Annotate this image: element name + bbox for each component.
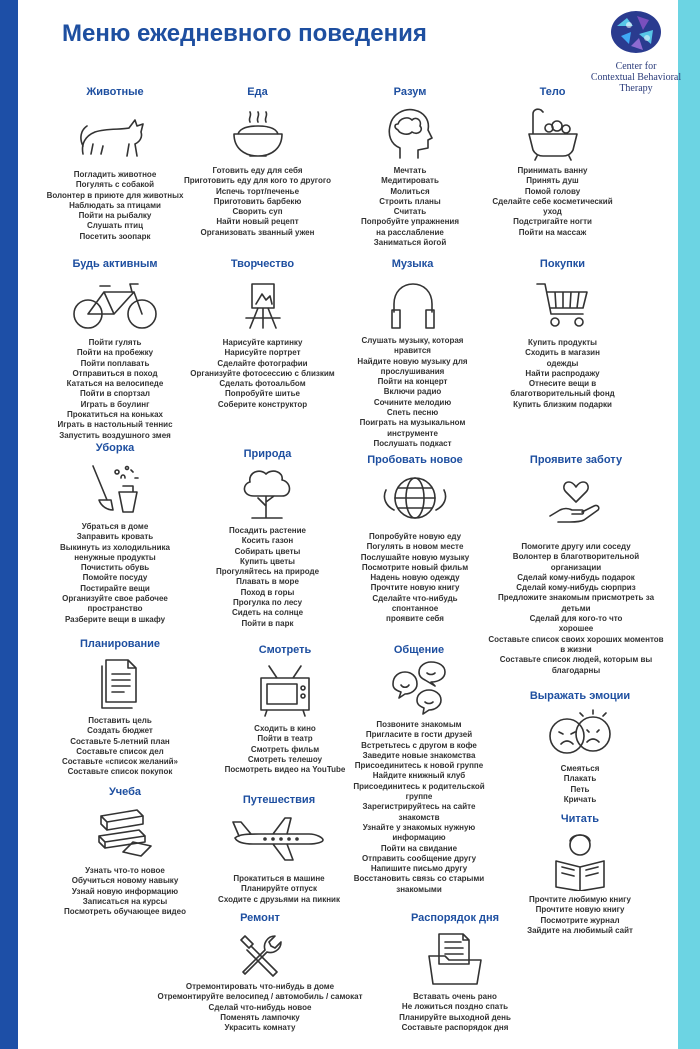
category-title: Будь активным bbox=[72, 258, 158, 270]
list-item: Включи радио bbox=[383, 387, 442, 397]
list-item: Строить планы bbox=[379, 196, 441, 206]
category-title: Творчество bbox=[230, 258, 295, 270]
category-read bbox=[510, 813, 650, 936]
page-title: Меню ежедневного поведения bbox=[62, 20, 427, 47]
item-list bbox=[205, 724, 365, 775]
list-item: Сделай что-нибудь новое bbox=[208, 1002, 312, 1012]
list-item: Встретьтесь с другом в кофе bbox=[361, 740, 477, 750]
list-item: нравится bbox=[394, 346, 431, 356]
list-item: Сделай кому-нибудь подарок bbox=[517, 572, 635, 582]
list-item: Планируйте выходной день bbox=[399, 1012, 511, 1022]
category-watch bbox=[205, 644, 365, 775]
category-body bbox=[480, 86, 625, 238]
item-list bbox=[490, 338, 635, 410]
list-item: Присоединитесь к новой группе bbox=[354, 761, 484, 771]
list-item: Плакать bbox=[563, 774, 597, 784]
list-item: Постирайте вещи bbox=[80, 583, 150, 593]
category-repair bbox=[150, 912, 370, 1033]
list-item: Помой голову bbox=[524, 186, 581, 196]
list-item: Сделать фотоальбом bbox=[219, 379, 306, 389]
item-list bbox=[380, 992, 530, 1033]
category-title: Тело bbox=[539, 86, 566, 98]
list-item: Организовать званный ужен bbox=[200, 227, 315, 237]
globe-icon bbox=[380, 472, 450, 524]
list-item: Заправить кровать bbox=[76, 532, 154, 542]
list-item: спонтанное bbox=[391, 604, 439, 614]
list-item: Отремонтируйте велосипед / автомобиль / самокат bbox=[157, 992, 363, 1002]
list-item: Помойте посуду bbox=[82, 573, 148, 583]
brain-head-icon bbox=[382, 104, 438, 162]
list-item: Почистить обувь bbox=[80, 563, 150, 573]
category-title: Смотреть bbox=[258, 644, 312, 656]
category-animals bbox=[40, 86, 190, 242]
list-item: Составьте список дел bbox=[76, 746, 164, 756]
list-item: Мечтать bbox=[393, 166, 427, 175]
list-item: Составьте список людей, которым вы bbox=[499, 655, 653, 665]
list-item: Смотреть фильм bbox=[250, 744, 320, 754]
list-item: Попробуйте упражнения bbox=[360, 217, 460, 227]
list-item: Нарисуйте портрет bbox=[224, 348, 301, 358]
list-item: Пойти в парк bbox=[241, 618, 294, 628]
category-title: Ремонт bbox=[240, 912, 280, 924]
item-list bbox=[478, 542, 674, 676]
item-list bbox=[40, 866, 210, 917]
item-list bbox=[345, 532, 485, 625]
list-item: одежды bbox=[546, 358, 579, 368]
list-item: уход bbox=[543, 207, 562, 217]
category-title: Путешествия bbox=[242, 794, 316, 806]
list-item: Посмотреть обучающее видео bbox=[64, 907, 186, 917]
list-item: Считать bbox=[393, 207, 427, 217]
category-communication bbox=[345, 644, 493, 895]
category-title: Уборка bbox=[95, 442, 135, 454]
logo-line-1: Center for bbox=[615, 61, 657, 72]
list-item: Послушайте новую музыку bbox=[360, 552, 470, 562]
list-item: Подстригайте ногти bbox=[513, 217, 592, 227]
category-music bbox=[345, 258, 480, 449]
bathtub-icon bbox=[523, 104, 583, 162]
list-item: Поменять лампочку bbox=[220, 1012, 300, 1022]
list-item: Поставить цель bbox=[88, 716, 152, 725]
list-item: Молиться bbox=[390, 186, 430, 196]
list-item: Помогите другу или соседу bbox=[521, 542, 631, 551]
list-item: Сходите с друзьями на пикник bbox=[218, 894, 340, 904]
list-item: Играть в настольный теннис bbox=[57, 420, 173, 430]
list-item: Приготовить еду для кого то другого bbox=[184, 176, 331, 186]
list-item: Составьте список покупок bbox=[67, 767, 173, 777]
list-item: Купить продукты bbox=[527, 338, 598, 347]
category-title: Проявите заботу bbox=[529, 454, 623, 466]
list-item: хорошее bbox=[558, 624, 594, 634]
headphones-icon bbox=[386, 278, 440, 332]
list-item: пространство bbox=[87, 604, 143, 614]
list-item: Убраться в доме bbox=[81, 522, 149, 531]
logo bbox=[584, 8, 688, 98]
list-item: Не ложиться поздно спать bbox=[401, 1002, 509, 1012]
list-item: Обучиться новому навыку bbox=[71, 876, 179, 886]
list-item: ненужные продукты bbox=[74, 552, 156, 562]
brain-puzzle-logo-icon bbox=[609, 8, 663, 56]
cleaning-icon bbox=[85, 460, 145, 516]
category-emotions bbox=[510, 690, 650, 805]
list-item: Сделайте себе косметический bbox=[492, 196, 613, 206]
chat-faces-icon bbox=[389, 660, 449, 716]
shopping-cart-icon bbox=[533, 278, 593, 332]
list-item: Отправить сообщение другу bbox=[361, 853, 477, 863]
heart-hand-icon bbox=[546, 472, 606, 530]
list-item: благотворительный фонд bbox=[510, 389, 615, 399]
list-item: Приготовить барбекю bbox=[213, 196, 302, 206]
list-item: Пойти на свидание bbox=[380, 843, 458, 853]
list-item: Попробуйте новую еду bbox=[368, 532, 462, 541]
bicycle-icon bbox=[70, 278, 160, 332]
list-item: Спеть песню bbox=[386, 408, 439, 418]
item-list bbox=[150, 982, 370, 1033]
easel-icon bbox=[238, 278, 288, 332]
list-item: Пойти в театр bbox=[257, 734, 313, 744]
books-icon bbox=[93, 802, 157, 858]
list-item: Попробуйте шитье bbox=[225, 389, 300, 399]
list-item: Погулять в новом месте bbox=[366, 542, 464, 552]
list-item: Узнать что-то новое bbox=[85, 866, 165, 875]
list-item: Прокатиться в машине bbox=[233, 874, 325, 883]
list-item: Пойти на массаж bbox=[518, 227, 587, 237]
item-list bbox=[480, 166, 625, 238]
item-list bbox=[340, 166, 480, 248]
category-title: Учеба bbox=[108, 786, 142, 798]
list-item: Заведите новые знакомства bbox=[362, 750, 476, 760]
item-list bbox=[510, 895, 650, 936]
list-item: Играть в боулинг bbox=[80, 399, 150, 409]
list-item: Косить газон bbox=[241, 536, 294, 546]
item-list bbox=[345, 336, 480, 449]
logo-line-2: Contextual Behavioral bbox=[590, 72, 682, 83]
list-item: Сделай для кого-то что bbox=[529, 614, 623, 624]
category-study bbox=[40, 786, 210, 917]
list-item: Записаться на курсы bbox=[82, 896, 168, 906]
list-item: Волонтер в благотворительной bbox=[512, 552, 640, 562]
list-item: Пойти гулять bbox=[88, 338, 142, 347]
list-item: Принимать ванну bbox=[517, 166, 588, 175]
list-item: Составьте список своих хороших моментов bbox=[488, 634, 664, 644]
list-item: Прочтите любимую книгу bbox=[529, 895, 631, 904]
right-accent-bar bbox=[678, 0, 700, 1049]
list-item: Сходить в кино bbox=[254, 724, 316, 733]
list-item: Слушать музыку, которая bbox=[361, 336, 464, 345]
list-item: Составьте 5-летний план bbox=[70, 736, 170, 746]
category-title: Животные bbox=[86, 86, 144, 98]
list-item: Кричать bbox=[563, 794, 597, 804]
category-creativity bbox=[185, 258, 340, 410]
list-item: Поиграть на музыкальном bbox=[359, 418, 466, 428]
list-item: Сделайте фотографии bbox=[217, 358, 308, 368]
list-item: Послушать подкаст bbox=[373, 438, 452, 448]
list-item: Смеяться bbox=[560, 764, 600, 773]
list-item: Посадить растение bbox=[229, 526, 306, 535]
list-item: Сделайте что-нибудь bbox=[372, 593, 458, 603]
item-list bbox=[40, 522, 190, 625]
item-list bbox=[40, 170, 190, 242]
list-item: Присоединитесь к родительской bbox=[353, 781, 485, 791]
category-nature bbox=[190, 448, 345, 629]
list-item: информацию bbox=[392, 833, 446, 843]
tools-icon bbox=[235, 930, 285, 980]
item-list bbox=[345, 720, 493, 895]
list-item: Зайдите на любимый сайт bbox=[527, 925, 633, 935]
category-try-new bbox=[345, 454, 485, 625]
list-item: Узнайте у знакомых нужную bbox=[362, 822, 476, 832]
list-item: Пойти на пробежку bbox=[76, 348, 154, 358]
category-title: Разум bbox=[393, 86, 427, 98]
list-item: Кататься на велосипеде bbox=[66, 379, 164, 389]
list-item: Соберите конструктор bbox=[217, 399, 308, 409]
category-title: Покупки bbox=[539, 258, 586, 270]
list-item: Украсить комнату bbox=[224, 1023, 296, 1033]
list-item: Вставать очень рано bbox=[413, 992, 497, 1001]
list-item: Пойти на концерт bbox=[377, 377, 448, 387]
category-mind bbox=[340, 86, 480, 248]
list-item: Разберите вещи в шкафу bbox=[64, 614, 166, 624]
list-item: детьми bbox=[561, 603, 591, 613]
item-list bbox=[205, 874, 353, 905]
list-item: Организуйте фотосессию с близким bbox=[190, 368, 335, 378]
list-item: Отнесите вещи в bbox=[528, 379, 597, 389]
list-item: Сочините мелодию bbox=[373, 397, 452, 407]
list-item: Волонтер в приюте для животных bbox=[46, 190, 184, 200]
item-list bbox=[185, 338, 340, 410]
list-item: Сворить суп bbox=[232, 207, 283, 217]
list-item: организации bbox=[550, 562, 602, 572]
list-item: Отправиться в поход bbox=[72, 368, 158, 378]
item-list bbox=[510, 764, 650, 805]
list-item: Прочтите новую книгу bbox=[370, 583, 460, 593]
list-item: инструменте bbox=[387, 428, 438, 438]
list-item: Собирать цветы bbox=[234, 546, 301, 556]
list-item: Пригласите в гости друзей bbox=[365, 730, 473, 740]
list-item: Выкинуть из холодильника bbox=[60, 542, 170, 552]
list-item: Прогулка по лесу bbox=[232, 598, 303, 608]
list-item: Погулять с собакой bbox=[75, 180, 155, 190]
list-item: Сходить в магазин bbox=[525, 348, 600, 358]
list-item: Найдите новую музыку для bbox=[357, 356, 468, 366]
airplane-icon bbox=[229, 812, 329, 864]
list-item: Планируйте отпуск bbox=[241, 884, 317, 894]
category-food bbox=[180, 86, 335, 238]
folder-documents-icon bbox=[425, 930, 485, 988]
list-item: Посмотреть видео на YouTube bbox=[224, 765, 346, 775]
category-title: Распорядок дня bbox=[410, 912, 500, 924]
list-item: Поход в горы bbox=[240, 587, 295, 597]
item-list bbox=[40, 716, 200, 778]
category-travel bbox=[205, 794, 353, 905]
category-cleaning bbox=[40, 442, 190, 625]
list-item: Найдите книжный клуб bbox=[372, 771, 466, 781]
category-title: Общение bbox=[393, 644, 445, 656]
list-item: Посетить зоопарк bbox=[79, 231, 151, 241]
category-title: Планирование bbox=[79, 638, 161, 650]
list-item: Петь bbox=[570, 784, 590, 794]
list-item: Составьте распорядок дня bbox=[401, 1022, 509, 1032]
list-item: Надень новую одежду bbox=[370, 573, 460, 583]
list-item: на расслабление bbox=[376, 227, 444, 237]
list-item: группе bbox=[405, 792, 433, 802]
tree-icon bbox=[236, 466, 300, 522]
list-item: проявите себя bbox=[386, 614, 444, 624]
reading-icon bbox=[548, 831, 612, 891]
list-item: Прокатиться на коньках bbox=[67, 410, 163, 420]
list-item: Пойти на рыбалку bbox=[78, 211, 152, 221]
list-item: прослушивания bbox=[380, 366, 445, 376]
list-item: знакомств bbox=[398, 812, 440, 822]
list-item: Нарисуйте картинку bbox=[222, 338, 303, 347]
category-title: Читать bbox=[560, 813, 600, 825]
list-item: Слушать птиц bbox=[87, 221, 143, 231]
category-care bbox=[478, 454, 674, 676]
list-item: Смотреть телешоу bbox=[247, 754, 323, 764]
list-item: Напишите письмо другу bbox=[370, 864, 468, 874]
list-item: Найти распродажу bbox=[525, 368, 600, 378]
list-item: Посмотрите журнал bbox=[540, 915, 620, 925]
cat-icon bbox=[77, 104, 153, 164]
list-item: Запустить воздушного змея bbox=[59, 430, 171, 440]
item-list bbox=[190, 526, 345, 629]
item-list bbox=[180, 166, 335, 238]
list-item: Организуйте свое рабочее bbox=[62, 594, 168, 604]
category-title: Музыка bbox=[391, 258, 434, 270]
list-item: Создать бюджет bbox=[87, 726, 153, 736]
list-item: Принять душ bbox=[526, 176, 579, 186]
left-accent-bar bbox=[0, 0, 18, 1049]
list-item: Восстановить связь со старыми bbox=[353, 874, 485, 884]
category-title: Пробовать новое bbox=[367, 454, 463, 466]
category-shopping bbox=[490, 258, 635, 410]
logo-line-3: Therapy bbox=[619, 83, 653, 94]
document-icon bbox=[96, 656, 144, 712]
list-item: Позвоните знакомым bbox=[376, 720, 462, 729]
list-item: благодарны bbox=[551, 665, 601, 675]
list-item: Купить близким подарки bbox=[513, 399, 612, 409]
list-item: Погладить животное bbox=[73, 170, 157, 179]
list-item: Прогуляйтесь на природе bbox=[215, 567, 320, 577]
list-item: Найти новый рецепт bbox=[216, 217, 299, 227]
list-item: в жизни bbox=[560, 644, 592, 654]
list-item: Испечь торт/печенье bbox=[215, 186, 300, 196]
food-bowl-icon bbox=[228, 104, 288, 162]
category-daily-routine bbox=[380, 912, 530, 1033]
category-title: Еда bbox=[247, 86, 268, 98]
list-item: знакомыми bbox=[396, 884, 442, 894]
tv-icon bbox=[255, 662, 315, 718]
list-item: Сделай кому-нибудь сюрприз bbox=[516, 583, 636, 593]
list-item: Составьте «список желаний» bbox=[62, 757, 178, 767]
list-item: Медитировать bbox=[381, 176, 439, 186]
category-title: Выражать эмоции bbox=[529, 690, 631, 702]
list-item: Пойти поплавать bbox=[80, 358, 150, 368]
emotion-faces-icon bbox=[545, 708, 615, 758]
list-item: Наблюдать за птицами bbox=[69, 200, 161, 210]
list-item: Посмотрите новый фильм bbox=[361, 562, 469, 572]
list-item: Зарегистрируйтесь на сайте bbox=[362, 802, 476, 812]
category-active bbox=[40, 258, 190, 441]
item-list bbox=[40, 338, 190, 441]
list-item: Узнай новую информацию bbox=[71, 886, 179, 896]
list-item: Купить цветы bbox=[240, 556, 295, 566]
list-item: Предложите знакомым присмотреть за bbox=[497, 593, 655, 603]
list-item: Пойти в спортзал bbox=[79, 389, 151, 399]
list-item: Заниматься йогой bbox=[373, 238, 447, 248]
list-item: Готовить еду для себя bbox=[212, 166, 303, 175]
list-item: Сидеть на солнце bbox=[231, 608, 304, 618]
list-item: Прочтите новую книгу bbox=[535, 905, 625, 915]
list-item: Отремонтировать что-нибудь в доме bbox=[185, 982, 335, 991]
category-planning bbox=[40, 638, 200, 778]
list-item: Плавать в море bbox=[236, 577, 299, 587]
category-title: Природа bbox=[243, 448, 292, 460]
